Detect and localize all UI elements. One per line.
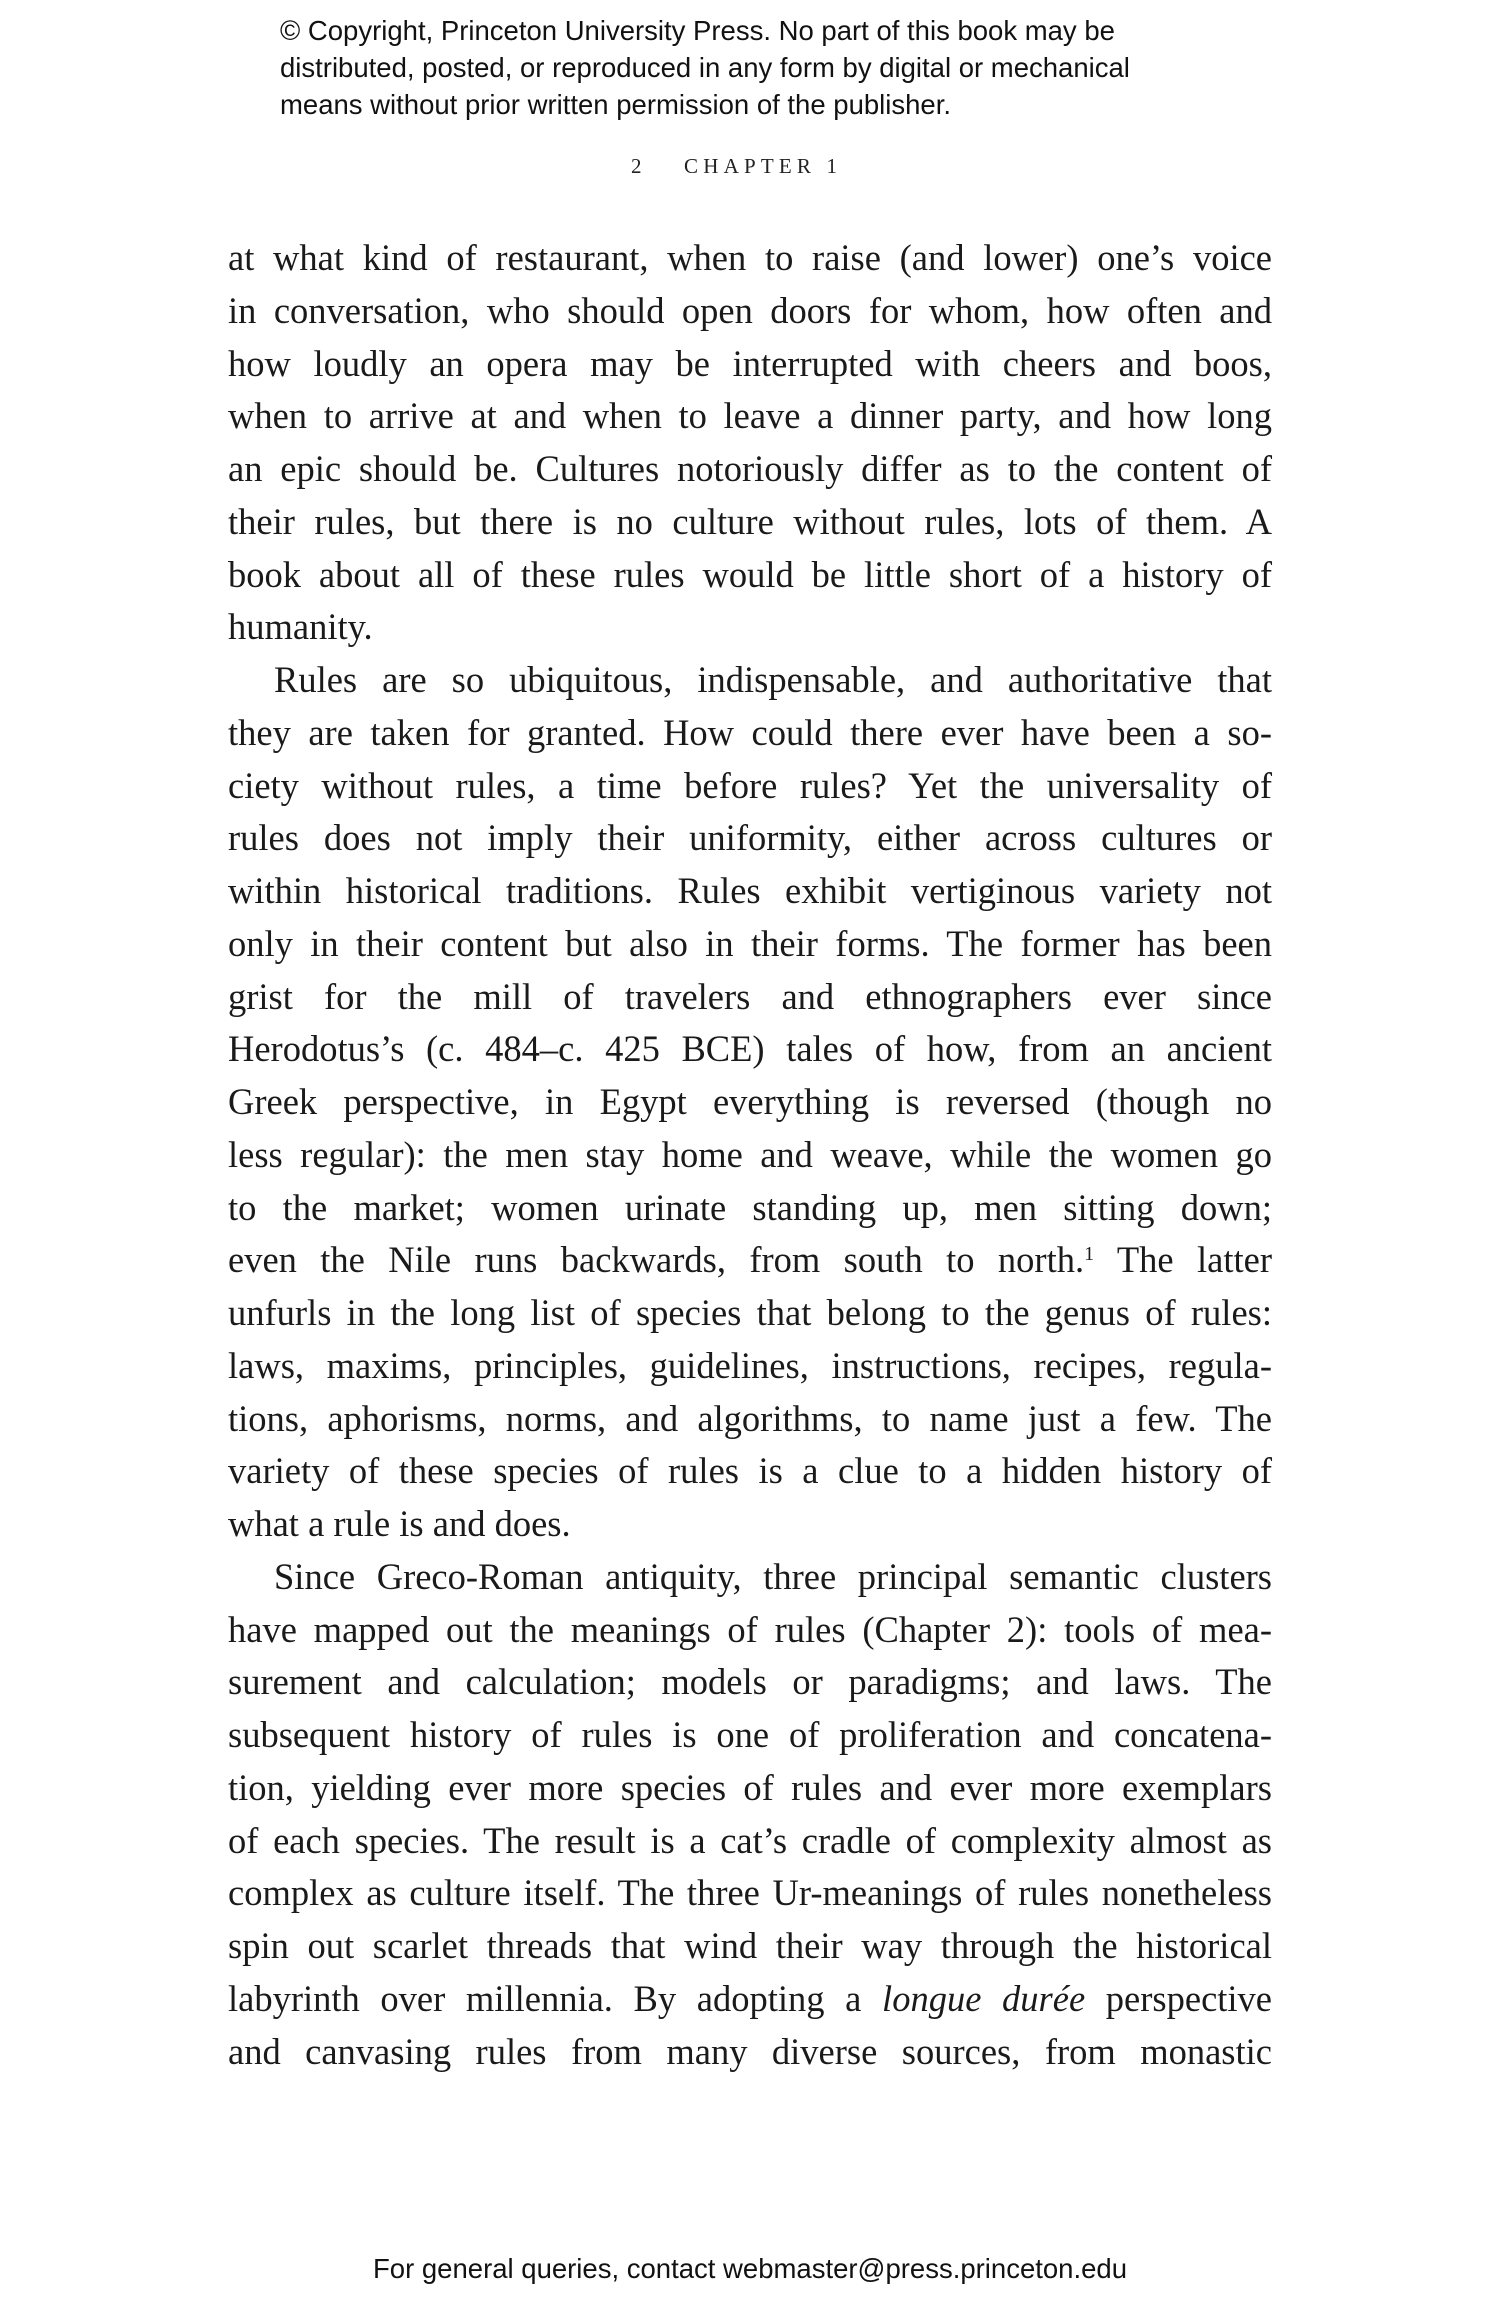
copyright-notice <box>280 12 1240 123</box>
footnote-text-line: even the Nile runs backwards, from south to north.$^1$ The latter <box>228 1239 1272 1281</box>
text-line: variety of these species of rules is a clue to a hidden history of <box>228 1450 1272 1492</box>
text-line: tion, yielding ever more species of rules and ever more exemplars <box>228 1766 1272 1808</box>
text-line: less regular): the men stay home and weave, while the women go <box>228 1133 1272 1175</box>
text-line: unfurls in the long list of species that belong to the genus of rules: <box>228 1292 1272 1333</box>
italic-text-line: labyrinth over millennia. By adopting a longue durée perspective <box>228 1977 1272 2019</box>
text-line: an epic should be. Cultures notoriously differ as to the content of <box>228 448 1272 489</box>
text-line: complex as culture itself. The three Ur-meanings of rules nonetheless <box>228 1872 1272 1914</box>
text-line: how loudly an opera may be interrupted with cheers and boos, <box>228 342 1272 384</box>
copyright-notice-line: means without prior written permission of the publisher. <box>280 89 952 120</box>
text-line: ciety without rules, a time before rules? Yet the universality of <box>228 764 1272 806</box>
text-line: subsequent history of rules is one of proliferation and concatena- <box>228 1714 1272 1755</box>
paragraph-end-line: humanity. <box>228 606 373 648</box>
text-line: spin out scarlet threads that wind their way through the historical <box>228 1925 1272 1966</box>
text-line: Herodotus’s (c. 484–c. 425 BCE) tales of how, from an ancient <box>228 1028 1272 1070</box>
text-line: at what kind of restaurant, when to raise (and lower) one’s voice <box>228 237 1272 278</box>
text-line: and canvasing rules from many diverse sources, from monastic <box>228 2030 1272 2072</box>
paragraph-start-line: Rules are so ubiquitous, indispensable, and authoritative that <box>274 659 1272 700</box>
text-line: in conversation, who should open doors for whom, how often and <box>228 289 1272 331</box>
text-line: only in their content but also in their forms. The former has been <box>228 922 1272 964</box>
paragraph-start-line: Since Greco-Roman antiquity, three principal semantic clusters <box>274 1555 1272 1597</box>
copyright-notice-line: distributed, posted, or reproduced in any form by digital or mechanical <box>280 52 1130 83</box>
text-line: of each species. The result is a cat’s cradle of complexity almost as <box>228 1819 1272 1861</box>
text-line: when to arrive at and when to leave a dinner party, and how long <box>228 395 1272 437</box>
body-text <box>228 232 1272 2078</box>
text-line: rules does not imply their uniformity, either across cultures or <box>228 817 1272 859</box>
paragraph-end-line: what a rule is and does. <box>228 1503 571 1544</box>
text-line: surement and calculation; models or paradigms; and laws. The <box>228 1661 1272 1703</box>
text-line: book about all of these rules would be little short of a history of <box>228 553 1272 595</box>
text-line: have mapped out the meanings of rules (Chapter 2): tools of mea- <box>228 1608 1272 1650</box>
footnote-reference[interactable]: 1 <box>1084 1243 1095 1266</box>
text-line: tions, aphorisms, norms, and algorithms, to name just a few. The <box>228 1397 1272 1439</box>
text-line: to the market; women urinate standing up, men sitting down; <box>228 1186 1272 1228</box>
text-line: their rules, but there is no culture without rules, lots of them. A <box>228 500 1272 542</box>
text-line: grist for the mill of travelers and ethnographers ever since <box>228 975 1272 1017</box>
italic-phrase: longue durée <box>882 1977 1086 2019</box>
copyright-notice-line: © Copyright, Princeton University Press. No part of this book may be <box>280 15 1115 46</box>
text-line: they are taken for granted. How could there ever have been a so- <box>228 711 1272 753</box>
page-number: 2 <box>631 154 642 178</box>
chapter-title: CHAPTER 1 <box>684 154 843 178</box>
text-line: within historical traditions. Rules exhibit vertiginous variety not <box>228 870 1272 911</box>
text-line: Greek perspective, in Egypt everything is reversed (though no <box>228 1081 1272 1122</box>
text-line: laws, maxims, principles, guidelines, instructions, recipes, regula- <box>228 1344 1272 1386</box>
footer-contact: For general queries, contact webmaster@press.princeton.edu <box>373 2253 1127 2284</box>
